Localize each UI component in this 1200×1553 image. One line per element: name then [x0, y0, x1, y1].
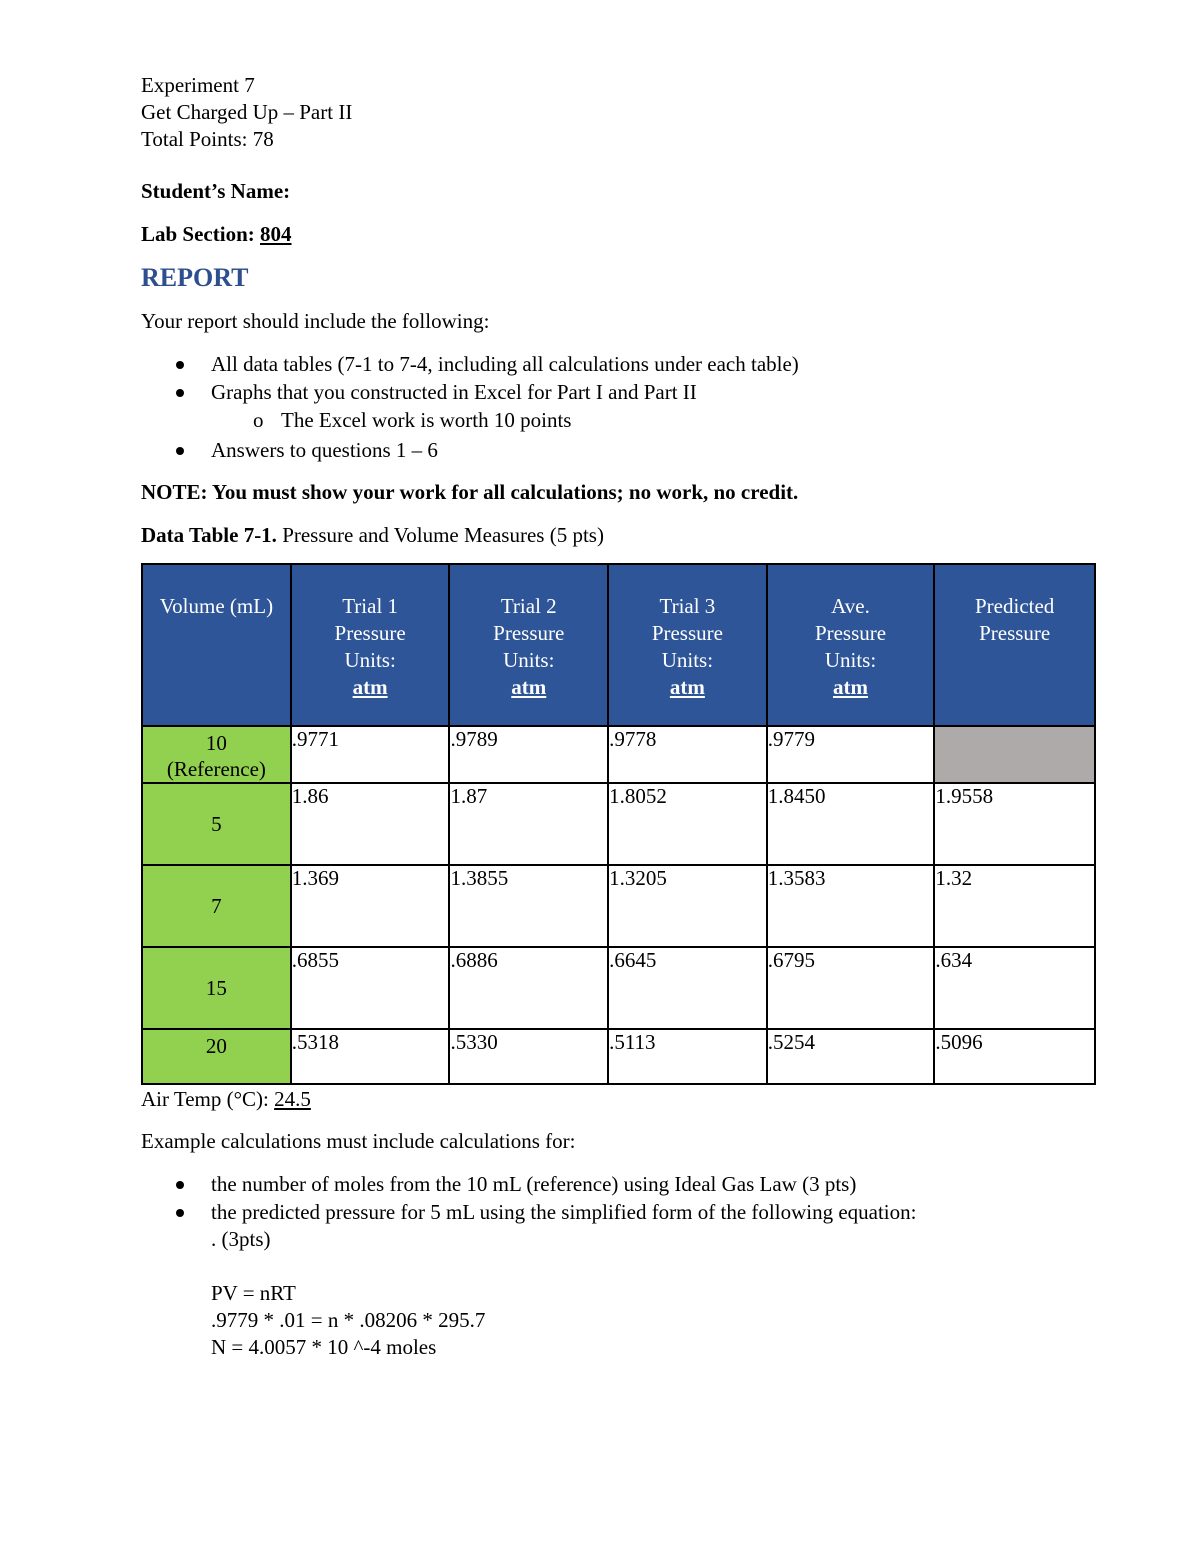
trial-1-cell: .6855 — [291, 947, 450, 1029]
calculations-list — [141, 1170, 1101, 1226]
trial-3-cell: 1.8052 — [608, 783, 767, 865]
list-item-text: Graphs that you constructed in Excel for Part I and Part II — [211, 380, 697, 404]
note-text: NOTE: You must show your work for all calculations; no work, no credit. — [141, 480, 799, 504]
bullet-icon — [176, 1181, 184, 1189]
trial-3-cell: .9778 — [608, 726, 767, 783]
header-text: Volume (mL) — [159, 594, 274, 618]
header-text: Units: — [661, 648, 714, 672]
header-text: Pressure — [493, 621, 565, 645]
predicted-cell: .634 — [934, 947, 1095, 1029]
predicted-cell: 1.32 — [934, 865, 1095, 947]
calculation-work — [141, 1280, 1101, 1361]
work-line: .9779 * .01 = n * .08206 * 295.7 — [211, 1308, 486, 1332]
bullet-icon — [176, 447, 184, 455]
average-cell: .9779 — [767, 726, 935, 783]
table-row — [142, 947, 1095, 1029]
sub-list-item-text: The Excel work is worth 10 points — [281, 408, 572, 432]
volume-cell — [142, 726, 291, 783]
predicted-cell: 1.9558 — [934, 783, 1095, 865]
work-line: PV = nRT — [211, 1281, 296, 1305]
header-text: Ave. — [831, 594, 870, 618]
header-text: Pressure — [979, 621, 1051, 645]
cell-text: 10 — [205, 731, 227, 755]
header-text: Pressure — [334, 621, 406, 645]
trial-2-cell: 1.3855 — [449, 865, 608, 947]
header-unit: atm — [669, 675, 705, 699]
experiment-title: Experiment 7 — [141, 73, 255, 97]
header-text: Units: — [824, 648, 877, 672]
table-row — [142, 783, 1095, 865]
header-average — [767, 564, 935, 726]
table-row — [142, 726, 1095, 783]
trial-2-cell: 1.87 — [449, 783, 608, 865]
header-text: Trial 3 — [659, 594, 716, 618]
student-name-label: Student’s Name: — [141, 179, 291, 203]
trial-1-cell: .5318 — [291, 1029, 450, 1084]
cell-text: (Reference) — [166, 757, 266, 781]
volume-cell: 15 — [142, 947, 291, 1029]
header-unit: atm — [511, 675, 547, 699]
trial-1-cell: 1.86 — [291, 783, 450, 865]
trial-1-cell: .9771 — [291, 726, 450, 783]
circle-bullet-icon: o — [253, 408, 264, 432]
list-item-text: Answers to questions 1 – 6 — [211, 438, 438, 462]
air-temp-label: Air Temp (°C): — [141, 1087, 275, 1111]
average-cell: 1.8450 — [767, 783, 935, 865]
header-text: Trial 1 — [342, 594, 399, 618]
header-trial-3 — [608, 564, 767, 726]
volume-cell: 7 — [142, 865, 291, 947]
list-item-text: All data tables (7-1 to 7-4, including all calculations under each table) — [211, 352, 799, 376]
list-item — [141, 436, 1101, 464]
table-caption-number: Data Table 7-1. — [141, 523, 277, 547]
data-table-7-1 — [141, 563, 1096, 1085]
average-cell: .6795 — [767, 947, 935, 1029]
header-predicted — [934, 564, 1095, 726]
trial-2-cell: .6886 — [449, 947, 608, 1029]
trial-2-cell: .5330 — [449, 1029, 608, 1084]
list-item-text: the predicted pressure for 5 mL using the simplified form of the following equation: — [211, 1200, 917, 1224]
header-text: Predicted — [975, 594, 1055, 618]
report-requirements-list — [141, 350, 1101, 464]
sub-list-item — [141, 406, 1101, 434]
average-cell: 1.3583 — [767, 865, 935, 947]
list-item — [141, 1198, 1101, 1226]
list-item — [141, 350, 1101, 378]
header-text: Pressure — [651, 621, 723, 645]
header-text: Trial 2 — [500, 594, 557, 618]
table-caption — [141, 522, 1101, 549]
calculations-intro: Example calculations must include calculations for: — [141, 1129, 576, 1153]
header-unit: atm — [352, 675, 388, 699]
trial-3-cell: .5113 — [608, 1029, 767, 1084]
report-intro: Your report should include the following: — [141, 309, 490, 333]
predicted-cell: .5096 — [934, 1029, 1095, 1084]
header-text: Units: — [344, 648, 396, 672]
average-cell: .5254 — [767, 1029, 935, 1084]
lab-section-label: Lab Section: — [141, 222, 255, 246]
table-header-row — [142, 564, 1095, 726]
lab-section — [141, 221, 1101, 248]
bullet-icon — [176, 389, 184, 397]
experiment-subtitle: Get Charged Up – Part II — [141, 100, 353, 124]
calculation-continuation: . (3pts) — [211, 1227, 271, 1251]
table-row — [142, 1029, 1095, 1084]
list-item-text: the number of moles from the 10 mL (reference) using Ideal Gas Law (3 pts) — [211, 1172, 857, 1196]
bullet-icon — [176, 361, 184, 369]
list-item — [141, 378, 1101, 406]
list-item — [141, 1170, 1101, 1198]
report-heading: REPORT — [141, 263, 249, 292]
air-temp — [141, 1086, 1101, 1113]
header-text: Units: — [503, 648, 555, 672]
header-trial-1 — [291, 564, 450, 726]
trial-1-cell: 1.369 — [291, 865, 450, 947]
header-text: Pressure — [814, 621, 887, 645]
work-line: N = 4.0057 * 10 ^-4 moles — [211, 1335, 437, 1359]
table-row — [142, 865, 1095, 947]
trial-3-cell: 1.3205 — [608, 865, 767, 947]
header-unit: atm — [833, 675, 869, 699]
total-points: Total Points: 78 — [141, 127, 274, 151]
header-volume — [142, 564, 291, 726]
air-temp-value: 24.5 — [274, 1087, 311, 1111]
volume-cell: 20 — [142, 1029, 291, 1084]
table-caption-title: Pressure and Volume Measures (5 pts) — [276, 523, 604, 547]
lab-section-value: 804 — [260, 222, 292, 246]
trial-2-cell: .9789 — [449, 726, 608, 783]
document-page — [141, 72, 1101, 1361]
predicted-cell-blank — [934, 726, 1095, 783]
volume-cell: 5 — [142, 783, 291, 865]
bullet-icon — [176, 1209, 184, 1217]
header-trial-2 — [449, 564, 608, 726]
trial-3-cell: .6645 — [608, 947, 767, 1029]
